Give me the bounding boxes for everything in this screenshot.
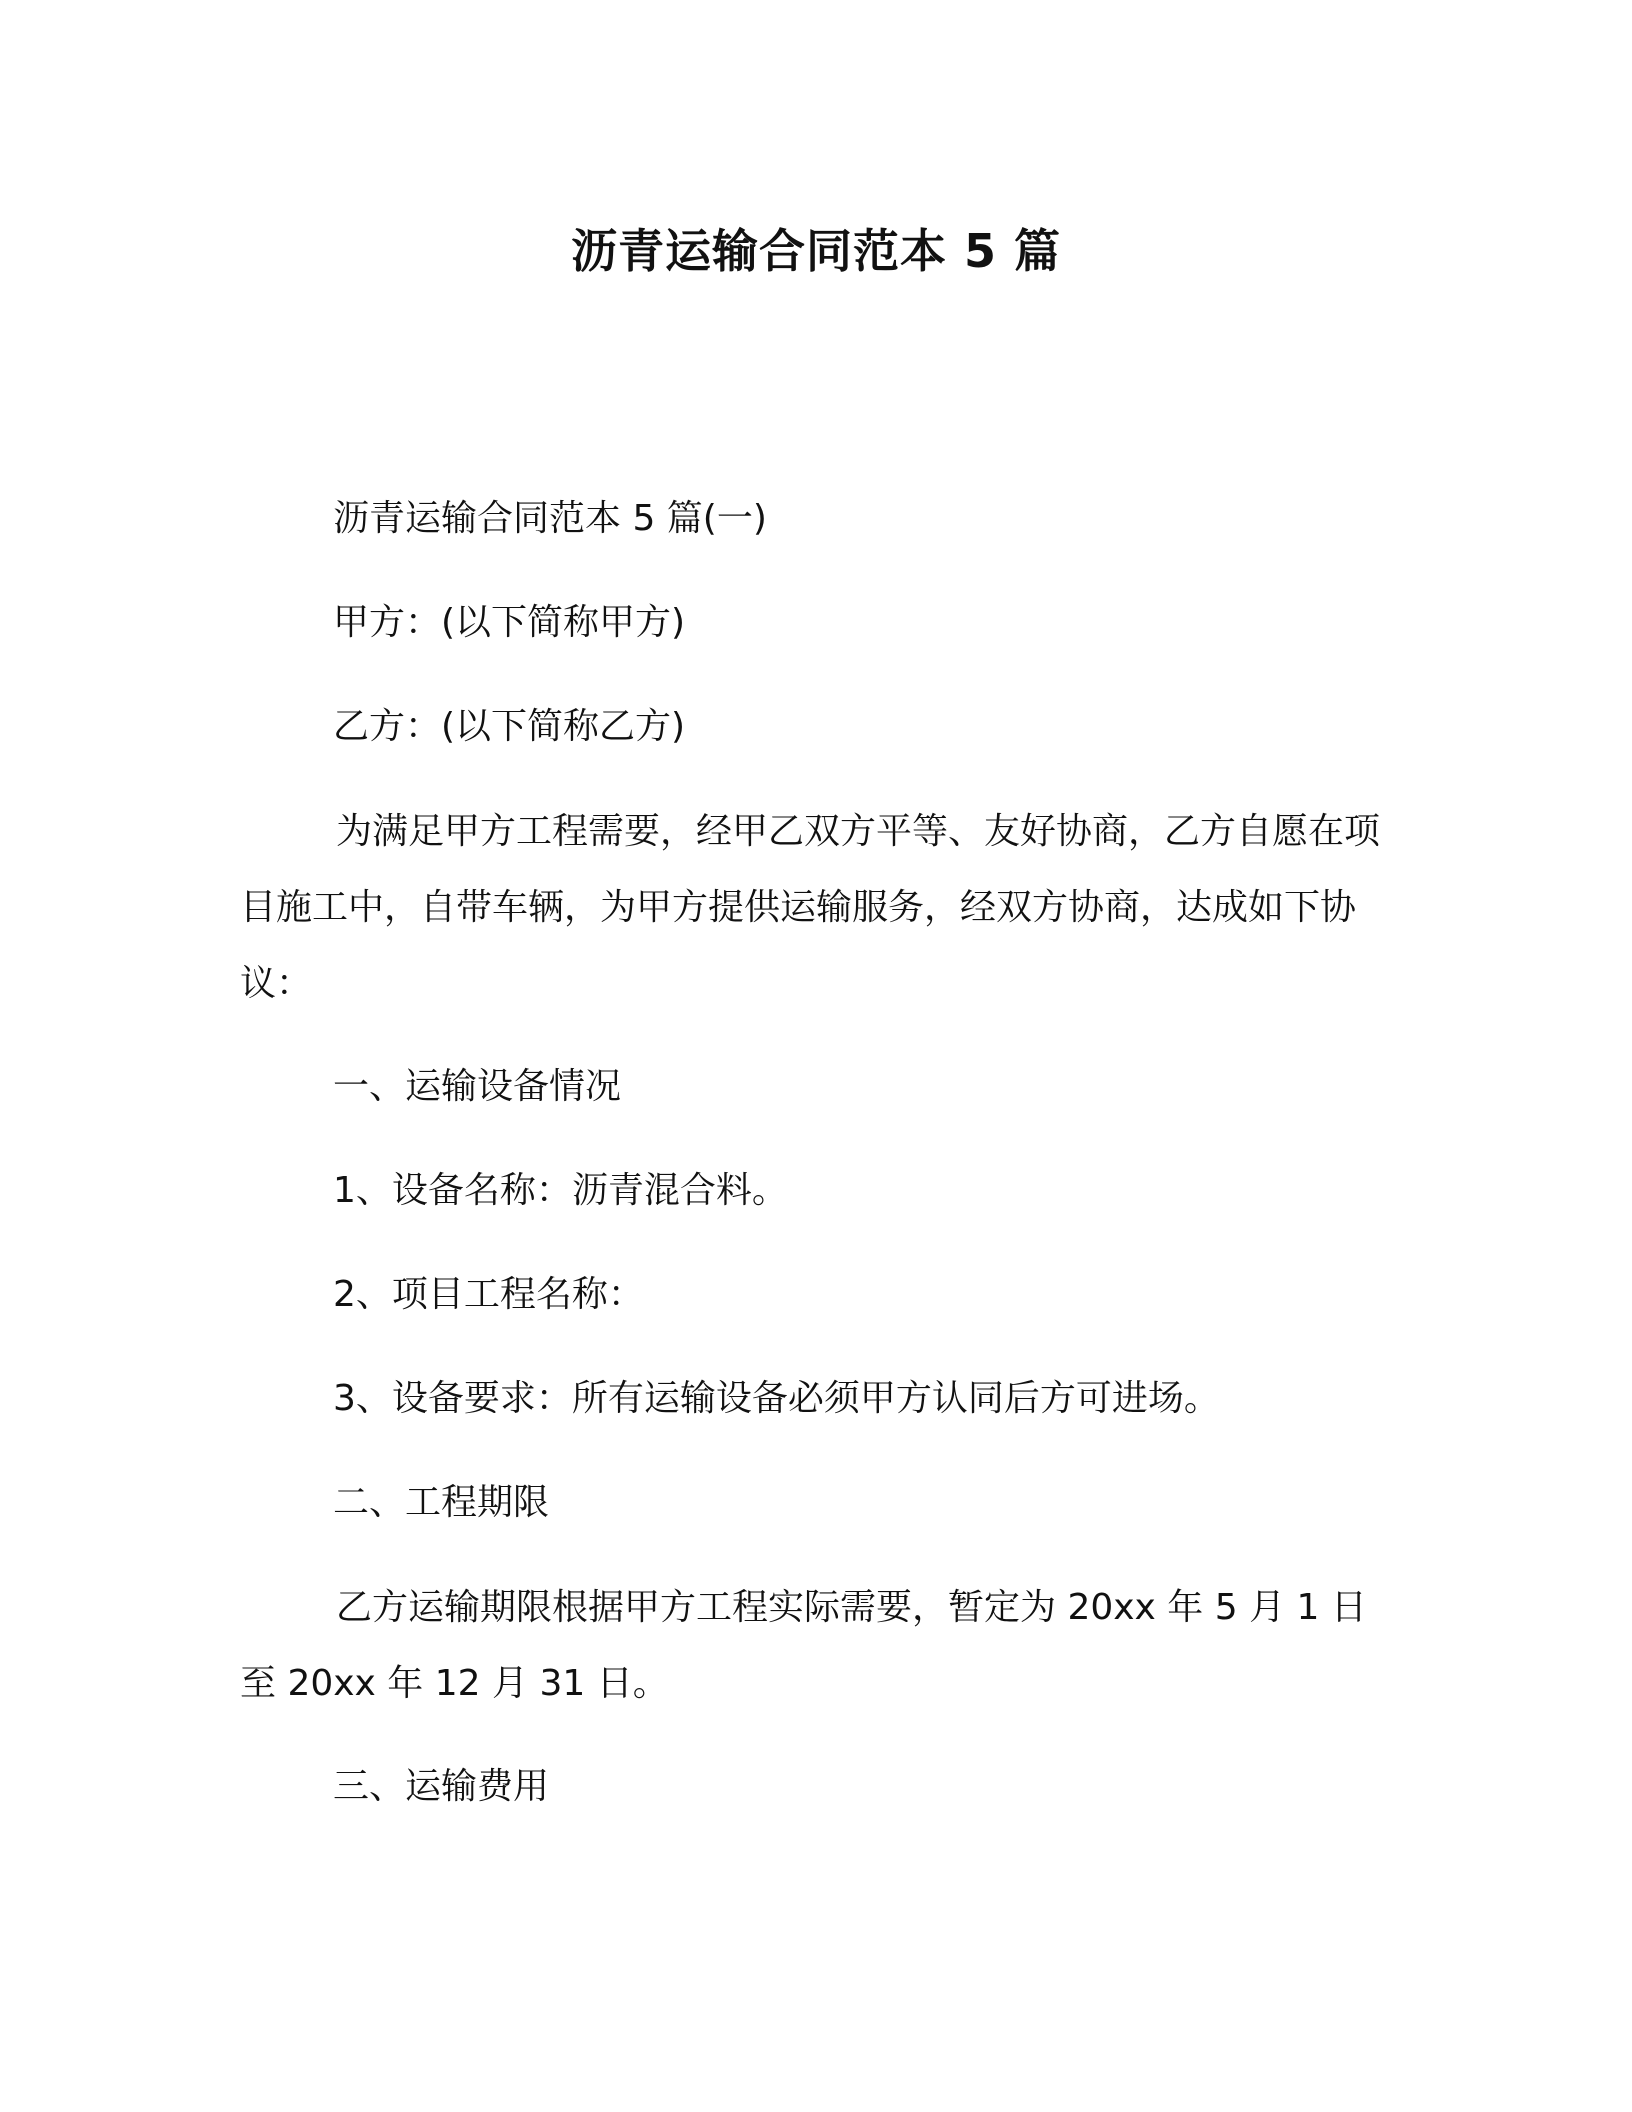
intro-paragraph: 为满足甲方工程需要，经甲乙双方平等、友好协商，乙方自愿在项目施工中，自带车辆，为甲方提供运输服务，经双方协商，达成如下协议： [240,811,1381,1004]
section-heading-equipment: 一、运输设备情况 [333,1066,622,1107]
list-item-project-name: 2、项目工程名称： [333,1274,644,1315]
party-a-line: 甲方：(以下简称甲方) [333,602,686,643]
section-heading-fees: 三、运输费用 [333,1766,550,1807]
contract-subtitle: 沥青运输合同范本 5 篇(一) [333,498,767,539]
term-paragraph: 乙方运输期限根据甲方工程实际需要，暂定为 20xx 年 5 月 1 日至 20xx 年 12 月 31 日。 [240,1587,1367,1704]
section-heading-term: 二、工程期限 [333,1482,550,1523]
party-b-line: 乙方：(以下简称乙方) [333,706,686,747]
list-item-equipment-name: 1、设备名称：沥青混合料。 [333,1170,788,1211]
list-item-equipment-requirement: 3、设备要求：所有运输设备必须甲方认同后方可进场。 [333,1378,1220,1419]
document-title: 沥青运输合同范本 5 篇 [570,224,1062,278]
